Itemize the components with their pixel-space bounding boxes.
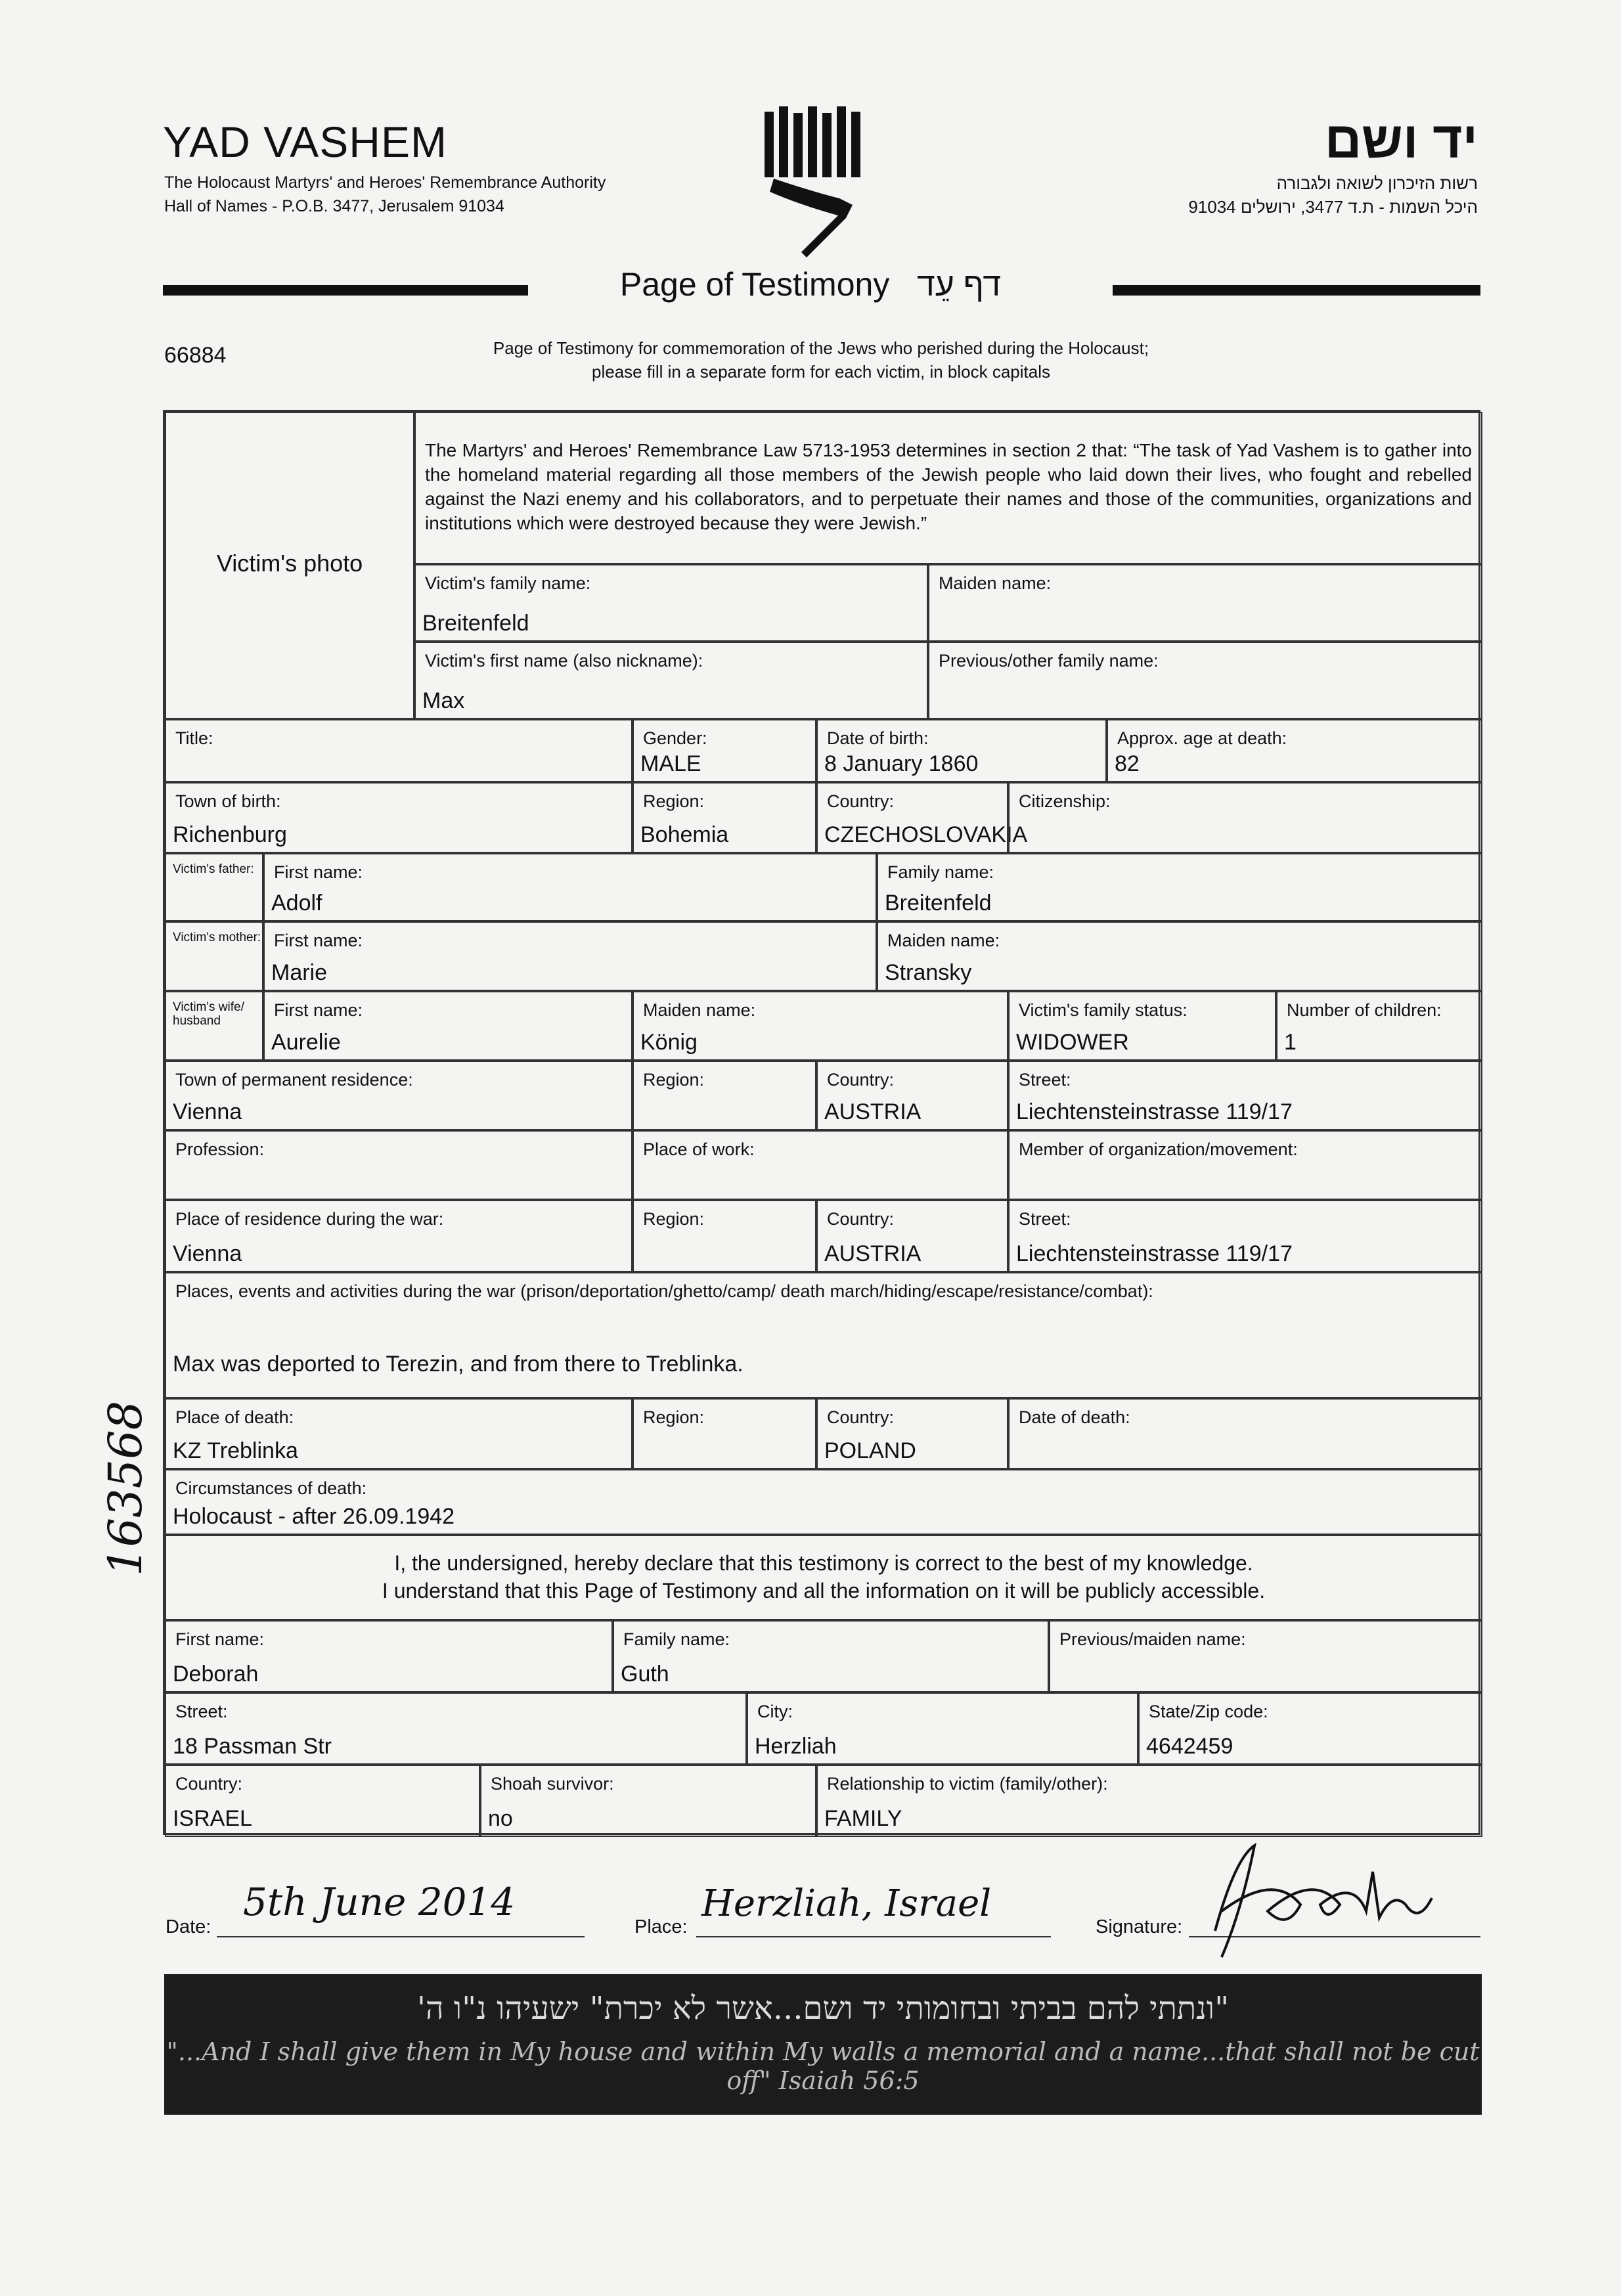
declaration-text: I, the undersigned, hereby declare that this testimony is correct to the best of my knowledge. I understand that this Page of Testimony and all the information on it will be publicly accessible.: [382, 1551, 1266, 1602]
org-address-hebrew: היכל השמות - ת.ד 3477, ירושלים 91034: [1188, 197, 1478, 217]
place-label: Place:: [634, 1916, 688, 1937]
spouse-tag: Victim's wife/ husband: [165, 991, 263, 1061]
first-name-field[interactable]: Victim's first name (also nickname): Max: [414, 642, 928, 719]
town-of-birth-field[interactable]: Town of birth: Richenburg: [165, 782, 633, 853]
submitter-country-field[interactable]: Country: ISRAEL: [165, 1765, 480, 1837]
place-of-work-field[interactable]: Place of work:: [633, 1130, 1008, 1200]
signature-label: Signature:: [1096, 1916, 1183, 1937]
spouse-maiden-name-field[interactable]: Maiden name: König: [633, 991, 1008, 1061]
family-name-value: Breitenfeld: [422, 611, 529, 636]
page-title: Page of Testimony דף עֵד: [619, 266, 1002, 303]
maiden-name-field[interactable]: Maiden name:: [928, 564, 1482, 642]
mother-maiden-name-field[interactable]: Maiden name: Stransky: [877, 921, 1482, 991]
victim-photo-box[interactable]: [165, 412, 414, 719]
profession-field[interactable]: Profession:: [165, 1130, 633, 1200]
date-of-birth-field[interactable]: Date of birth: 8 January 1860: [816, 719, 1107, 782]
father-family-name-field[interactable]: Family name: Breitenfeld: [877, 853, 1482, 921]
submitter-city-field[interactable]: City: Herzliah: [747, 1692, 1138, 1765]
submitter-first-name-field[interactable]: First name: Deborah: [165, 1620, 613, 1692]
birth-region-field[interactable]: Region: Bohemia: [633, 782, 816, 853]
isaiah-quote-banner: [164, 1974, 1482, 2115]
handwritten-date[interactable]: 5th June 2014: [243, 1880, 516, 1924]
intro-text: Page of Testimony for commemoration of the Jews who perished during the Holocaust; please fill in a separate form for each victim, in block capitals: [493, 338, 1149, 382]
handwritten-place[interactable]: Herzliah, Israel: [701, 1882, 992, 1925]
page-title-hebrew: דף עֵד: [917, 266, 1002, 303]
handwritten-margin-number: 163568: [99, 1400, 152, 1576]
title-field[interactable]: Title:: [165, 719, 633, 782]
org-subtitle-hebrew: רשות הזיכרון לשואה ולגבורה: [1276, 173, 1478, 193]
number-of-children-field[interactable]: Number of children: 1: [1276, 991, 1482, 1061]
age-at-death-field[interactable]: Approx. age at death: 82: [1107, 719, 1482, 782]
place-line: [696, 1936, 1051, 1937]
first-name-value: Max: [422, 688, 465, 713]
family-name-field[interactable]: Victim's family name: Breitenfeld: [414, 564, 928, 642]
father-tag: Victim's father:: [165, 853, 263, 921]
menorah-logo-icon: [761, 106, 866, 261]
victim-photo-label: Victim's photo: [216, 550, 363, 577]
org-name-hebrew: יד ושם: [1324, 111, 1478, 169]
family-status-field[interactable]: Victim's family status: WIDOWER: [1008, 991, 1276, 1061]
declaration-box: [165, 1535, 1482, 1620]
circumstances-field[interactable]: Circumstances of death: Holocaust - after 26.09.1942: [165, 1469, 1482, 1535]
war-events-field[interactable]: Places, events and activities during the war (prison/deportation/ghetto/camp/ death march/hiding/escape/resistance/combat): Max was deported to Terezin, and from there to Treblinka.: [165, 1272, 1482, 1398]
spouse-first-name-field[interactable]: First name: Aurelie: [263, 991, 633, 1061]
signature-icon[interactable]: [1195, 1832, 1445, 1964]
date-label: Date:: [166, 1916, 211, 1937]
law-text-box: [414, 412, 1482, 564]
relationship-field[interactable]: Relationship to victim (family/other): FAMILY: [816, 1765, 1482, 1837]
citizenship-field[interactable]: Citizenship:: [1008, 782, 1482, 853]
place-of-death-field[interactable]: Place of death: KZ Treblinka: [165, 1398, 633, 1469]
residence-region-field[interactable]: Region:: [633, 1061, 816, 1130]
date-of-death-field[interactable]: Date of death:: [1008, 1398, 1482, 1469]
submitter-zip-field[interactable]: State/Zip code: 4642459: [1138, 1692, 1482, 1765]
submitter-family-name-field[interactable]: Family name: Guth: [613, 1620, 1049, 1692]
residence-street-field[interactable]: Street: Liechtensteinstrasse 119/17: [1008, 1061, 1482, 1130]
death-region-field[interactable]: Region:: [633, 1398, 816, 1469]
war-region-field[interactable]: Region:: [633, 1200, 816, 1272]
organization-member-field[interactable]: Member of organization/movement:: [1008, 1130, 1482, 1200]
date-line: [217, 1936, 585, 1937]
father-first-name-field[interactable]: First name: Adolf: [263, 853, 877, 921]
mother-first-name-field[interactable]: First name: Marie: [263, 921, 877, 991]
mother-tag: Victim's mother:: [165, 921, 263, 991]
war-residence-field[interactable]: Place of residence during the war: Vienna: [165, 1200, 633, 1272]
war-street-field[interactable]: Street: Liechtensteinstrasse 119/17: [1008, 1200, 1482, 1272]
submitter-street-field[interactable]: Street: 18 Passman Str: [165, 1692, 747, 1765]
law-text: The Martyrs' and Heroes' Remembrance Law 5713-1953 determines in section 2 that: “The task of Yad Vashem is to gather into the homeland material regarding all those members of the Jewish people who laid down their lives, who fought and rebelled against the Nazi enemy and his collaborators, and to perpetuate their names and those of the communities, organizations and institutions which were destroyed because they were Jewish.”: [425, 440, 1472, 533]
submitter-previous-name-field[interactable]: Previous/maiden name:: [1049, 1620, 1482, 1692]
residence-country-field[interactable]: Country: AUSTRIA: [816, 1061, 1008, 1130]
death-country-field[interactable]: Country: POLAND: [816, 1398, 1008, 1469]
birth-country-field[interactable]: Country: CZECHOSLOVAKIA: [816, 782, 1008, 853]
org-name: YAD VASHEM: [163, 118, 447, 166]
permanent-residence-field[interactable]: Town of permanent residence: Vienna: [165, 1061, 633, 1130]
gender-field[interactable]: Gender: MALE: [633, 719, 816, 782]
war-events-value: Max was deported to Terezin, and from there to Treblinka.: [173, 1352, 744, 1377]
quote-hebrew: "ונתתי להם בביתי ובחומותי יד ושם...אשר לא יכרת" ישעיהו נ"ו ה': [416, 1990, 1230, 2027]
org-address: Hall of Names - P.O.B. 3477, Jerusalem 91034: [164, 197, 504, 215]
war-country-field[interactable]: Country: AUSTRIA: [816, 1200, 1008, 1272]
previous-family-name-field[interactable]: Previous/other family name:: [928, 642, 1482, 719]
form-number: 66884: [164, 343, 227, 368]
testimony-form: [163, 410, 1480, 1835]
shoah-survivor-field[interactable]: Shoah survivor: no: [480, 1765, 816, 1837]
org-subtitle: The Holocaust Martyrs' and Heroes' Remembrance Authority: [164, 173, 606, 192]
quote-english: "...And I shall give them in My house and within My walls a memorial and a name...that shall not be cut off" Isaiah 56:5: [166, 2037, 1480, 2095]
